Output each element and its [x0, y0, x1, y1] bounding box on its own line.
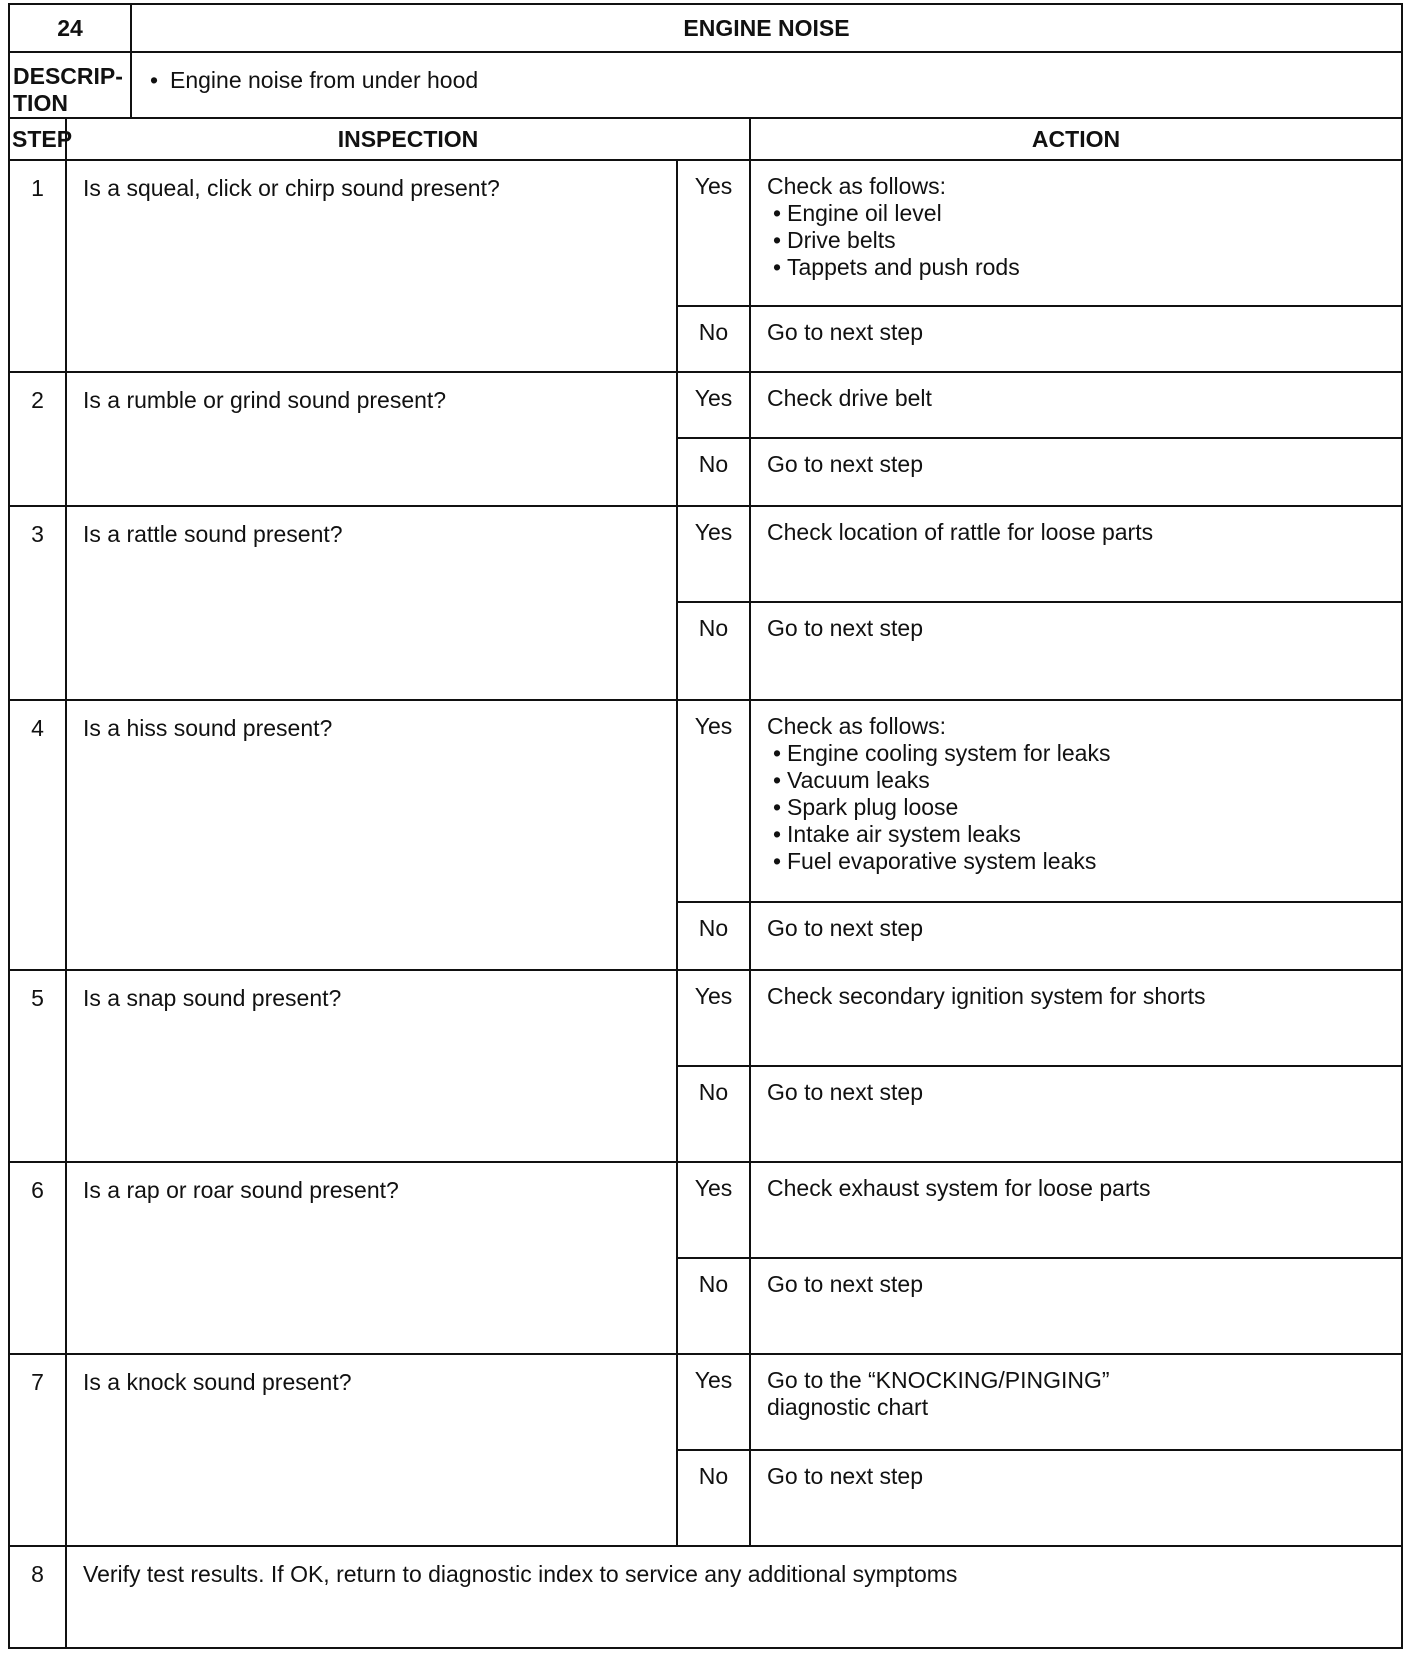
- step-number: 8: [9, 1546, 66, 1648]
- action-bullet-item: • Fuel evaporative system leaks: [767, 848, 1393, 875]
- action-no: Go to next step: [750, 438, 1402, 506]
- action-no: Go to next step: [750, 1258, 1402, 1354]
- step-5-yes-row: [9, 970, 1402, 1066]
- column-header-inspection: INSPECTION: [66, 118, 750, 160]
- step-question: Is a hiss sound present?: [66, 700, 677, 970]
- step-1-yes-row: [9, 160, 1402, 306]
- description-label-line2: TION: [13, 90, 68, 116]
- action-bullet-list: [767, 200, 1393, 281]
- step-7-yes-row: [9, 1354, 1402, 1450]
- answer-no: No: [677, 306, 750, 372]
- step-number: 2: [9, 372, 66, 506]
- column-header-action: ACTION: [750, 118, 1402, 160]
- column-header-step: STEP: [9, 118, 66, 160]
- answer-yes: Yes: [677, 506, 750, 602]
- step-number: 1: [9, 160, 66, 372]
- action-no: Go to next step: [750, 602, 1402, 700]
- action-yes: [750, 160, 1402, 306]
- answer-yes: Yes: [677, 1162, 750, 1258]
- action-bullet-item: • Drive belts: [767, 227, 1393, 254]
- action-bullet-item: • Intake air system leaks: [767, 821, 1393, 848]
- answer-no: No: [677, 1450, 750, 1546]
- answer-yes: Yes: [677, 1354, 750, 1450]
- step-question: Is a snap sound present?: [66, 970, 677, 1162]
- answer-no: No: [677, 602, 750, 700]
- action-bullet-item: • Spark plug loose: [767, 794, 1393, 821]
- answer-yes: Yes: [677, 700, 750, 902]
- answer-no: No: [677, 1258, 750, 1354]
- answer-no: No: [677, 902, 750, 970]
- column-header-row: [9, 118, 1402, 160]
- action-bullet-item: • Tappets and push rods: [767, 254, 1393, 281]
- step-number: 3: [9, 506, 66, 700]
- description-text-cell: [131, 52, 1402, 118]
- step-6-yes-row: [9, 1162, 1402, 1258]
- step-number: 6: [9, 1162, 66, 1354]
- action-bullet-item: • Engine cooling system for leaks: [767, 740, 1393, 767]
- step-number: 7: [9, 1354, 66, 1546]
- action-text: Check as follows:: [767, 713, 946, 739]
- diagnostic-chart-table: [8, 3, 1403, 1649]
- chart-title: ENGINE NOISE: [131, 4, 1402, 52]
- action-no: Go to next step: [750, 902, 1402, 970]
- step-question: Is a rumble or grind sound present?: [66, 372, 677, 506]
- step-number: 4: [9, 700, 66, 970]
- action-bullet-item: • Vacuum leaks: [767, 767, 1393, 794]
- action-yes: [750, 700, 1402, 902]
- answer-yes: Yes: [677, 970, 750, 1066]
- action-yes: Check exhaust system for loose parts: [750, 1162, 1402, 1258]
- action-no: Go to next step: [750, 1450, 1402, 1546]
- action-text-line1: Go to the “KNOCKING/PINGING”: [767, 1367, 1110, 1393]
- description-label-line1: DESCRIP-: [13, 63, 123, 89]
- step-8-row: [9, 1546, 1402, 1648]
- answer-no: No: [677, 438, 750, 506]
- action-yes: Check secondary ignition system for shorts: [750, 970, 1402, 1066]
- action-no: Go to next step: [750, 1066, 1402, 1162]
- action-yes: [750, 1354, 1402, 1450]
- description-label: [9, 52, 131, 118]
- step-question: Is a knock sound present?: [66, 1354, 677, 1546]
- final-step-text: Verify test results. If OK, return to diagnostic index to service any additional symptoms: [66, 1546, 1402, 1648]
- action-text-line2: diagnostic chart: [767, 1394, 929, 1420]
- action-no: Go to next step: [750, 306, 1402, 372]
- chart-header-row: [9, 4, 1402, 52]
- step-question: Is a rap or roar sound present?: [66, 1162, 677, 1354]
- step-number: 5: [9, 970, 66, 1162]
- step-2-yes-row: [9, 372, 1402, 438]
- step-question: Is a squeal, click or chirp sound present?: [66, 160, 677, 372]
- bullet-icon: •: [150, 67, 159, 93]
- step-3-yes-row: [9, 506, 1402, 602]
- description-text: Engine noise from under hood: [170, 67, 479, 93]
- action-yes: Check location of rattle for loose parts: [750, 506, 1402, 602]
- step-question: Is a rattle sound present?: [66, 506, 677, 700]
- action-bullet-list: [767, 740, 1393, 875]
- step-4-yes-row: [9, 700, 1402, 902]
- action-yes: Check drive belt: [750, 372, 1402, 438]
- action-text: Check as follows:: [767, 173, 946, 199]
- description-row: [9, 52, 1402, 118]
- action-bullet-item: • Engine oil level: [767, 200, 1393, 227]
- answer-yes: Yes: [677, 372, 750, 438]
- answer-yes: Yes: [677, 160, 750, 306]
- chart-number: 24: [9, 4, 131, 52]
- answer-no: No: [677, 1066, 750, 1162]
